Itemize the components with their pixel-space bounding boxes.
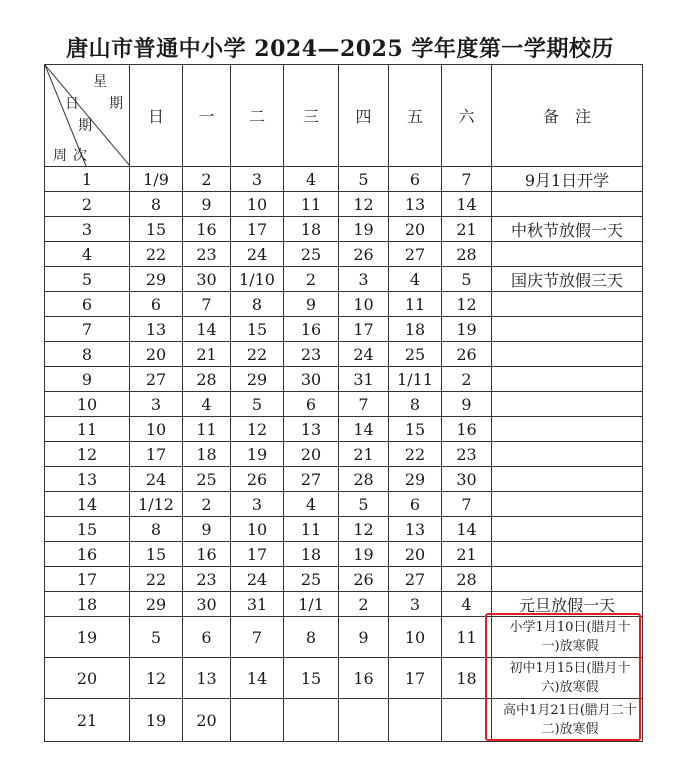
date-cell: 13 [183, 658, 231, 699]
date-cell: 10 [389, 617, 442, 658]
date-cell: 14 [183, 317, 231, 342]
corner-header-cell [45, 65, 130, 167]
date-cell: 17 [339, 317, 389, 342]
table-row [45, 492, 643, 517]
date-cell: 24 [231, 242, 284, 267]
date-cell: 26 [339, 242, 389, 267]
date-cell: 3 [231, 167, 284, 192]
date-cell: 8 [389, 392, 442, 417]
date-cell: 8 [130, 192, 183, 217]
date-cell: 15 [130, 217, 183, 242]
date-cell: 22 [130, 567, 183, 592]
date-cell: 9 [339, 617, 389, 658]
table-row [45, 467, 643, 492]
note-cell [492, 292, 643, 317]
table-row [45, 242, 643, 267]
date-cell: 28 [442, 242, 492, 267]
week-number-cell: 9 [45, 367, 130, 392]
date-cell: 7 [231, 617, 284, 658]
date-cell: 28 [339, 467, 389, 492]
note-cell [492, 317, 643, 342]
date-cell: 15 [130, 542, 183, 567]
date-cell: 21 [183, 342, 231, 367]
date-cell: 14 [442, 517, 492, 542]
corner-label-ci: 次 [73, 148, 87, 164]
note-cell: 小学1月10日(腊月十一)放寒假 [492, 617, 643, 658]
date-cell: 21 [442, 217, 492, 242]
date-cell: 20 [130, 342, 183, 367]
date-cell: 1/10 [231, 267, 284, 292]
date-cell: 12 [231, 417, 284, 442]
table-row [45, 699, 643, 742]
table-row [45, 417, 643, 442]
date-cell: 18 [284, 217, 339, 242]
week-number-cell: 14 [45, 492, 130, 517]
table-row [45, 542, 643, 567]
date-cell: 3 [389, 592, 442, 617]
date-cell: 30 [442, 467, 492, 492]
date-cell [339, 699, 389, 742]
date-cell: 23 [284, 342, 339, 367]
date-cell: 10 [231, 192, 284, 217]
date-cell: 11 [442, 617, 492, 658]
date-cell: 12 [339, 192, 389, 217]
date-cell [389, 699, 442, 742]
date-cell: 2 [284, 267, 339, 292]
date-cell: 31 [339, 367, 389, 392]
date-cell: 20 [284, 442, 339, 467]
table-row [45, 592, 643, 617]
note-cell [492, 242, 643, 267]
date-cell: 11 [183, 417, 231, 442]
date-cell: 4 [284, 167, 339, 192]
date-cell: 1/11 [389, 367, 442, 392]
date-cell: 20 [389, 217, 442, 242]
date-cell: 15 [389, 417, 442, 442]
date-cell: 25 [183, 467, 231, 492]
note-cell: 初中1月15日(腊月十六)放寒假 [492, 658, 643, 699]
date-cell: 22 [130, 242, 183, 267]
note-cell: 中秋节放假一天 [492, 217, 643, 242]
date-cell: 15 [284, 658, 339, 699]
date-cell: 3 [130, 392, 183, 417]
header-row [45, 65, 643, 167]
page-title: 唐山市普通中小学 2024—2025 学年度第一学期校历 [66, 36, 614, 62]
note-cell [492, 492, 643, 517]
note-cell [492, 442, 643, 467]
date-cell: 26 [231, 467, 284, 492]
week-number-cell: 13 [45, 467, 130, 492]
note-cell [492, 417, 643, 442]
date-cell: 19 [339, 217, 389, 242]
table-row [45, 192, 643, 217]
table-row [45, 267, 643, 292]
date-cell: 1/1 [284, 592, 339, 617]
note-cell: 元旦放假一天 [492, 592, 643, 617]
date-cell: 9 [284, 292, 339, 317]
table-row [45, 392, 643, 417]
date-cell: 25 [389, 342, 442, 367]
table-row [45, 567, 643, 592]
date-cell: 21 [339, 442, 389, 467]
date-cell: 11 [284, 192, 339, 217]
date-cell: 6 [183, 617, 231, 658]
week-number-cell: 6 [45, 292, 130, 317]
note-cell [492, 542, 643, 567]
date-cell: 16 [183, 542, 231, 567]
date-cell: 9 [183, 192, 231, 217]
date-cell: 29 [130, 267, 183, 292]
day-header-tue: 二 [231, 65, 284, 167]
date-cell: 3 [339, 267, 389, 292]
date-cell: 8 [284, 617, 339, 658]
date-cell: 29 [130, 592, 183, 617]
date-cell: 6 [130, 292, 183, 317]
note-cell [492, 517, 643, 542]
date-cell: 4 [284, 492, 339, 517]
week-number-cell: 1 [45, 167, 130, 192]
school-calendar-table [44, 64, 643, 742]
date-cell: 7 [339, 392, 389, 417]
date-cell: 16 [284, 317, 339, 342]
date-cell: 29 [389, 467, 442, 492]
date-cell: 13 [130, 317, 183, 342]
date-cell: 2 [442, 367, 492, 392]
week-number-cell: 2 [45, 192, 130, 217]
corner-label-ri: 日 [65, 96, 79, 112]
date-cell: 5 [130, 617, 183, 658]
date-cell: 27 [389, 567, 442, 592]
week-number-cell: 7 [45, 317, 130, 342]
date-cell: 22 [389, 442, 442, 467]
date-cell: 3 [231, 492, 284, 517]
week-number-cell: 19 [45, 617, 130, 658]
note-cell: 高中1月21日(腊月二十二)放寒假 [492, 699, 643, 742]
date-cell: 1/12 [130, 492, 183, 517]
date-cell: 23 [183, 567, 231, 592]
date-cell: 13 [284, 417, 339, 442]
week-number-cell: 21 [45, 699, 130, 742]
corner-label-zhou: 周 [53, 148, 67, 164]
table-row [45, 217, 643, 242]
date-cell: 12 [339, 517, 389, 542]
day-header-sat: 六 [442, 65, 492, 167]
date-cell: 15 [231, 317, 284, 342]
date-cell: 2 [183, 167, 231, 192]
date-cell: 10 [339, 292, 389, 317]
date-cell: 9 [442, 392, 492, 417]
calendar-body [45, 167, 643, 742]
date-cell: 28 [442, 567, 492, 592]
date-cell: 25 [284, 242, 339, 267]
date-cell: 23 [183, 242, 231, 267]
note-cell [492, 567, 643, 592]
note-cell: 国庆节放假三天 [492, 267, 643, 292]
date-cell: 8 [130, 517, 183, 542]
date-cell: 17 [130, 442, 183, 467]
table-row [45, 517, 643, 542]
note-cell [492, 392, 643, 417]
date-cell: 19 [339, 542, 389, 567]
table-row [45, 317, 643, 342]
date-cell: 11 [389, 292, 442, 317]
date-cell: 5 [442, 267, 492, 292]
date-cell: 11 [284, 517, 339, 542]
table-row [45, 442, 643, 467]
week-number-cell: 8 [45, 342, 130, 367]
week-number-cell: 15 [45, 517, 130, 542]
date-cell [231, 699, 284, 742]
date-cell: 17 [231, 217, 284, 242]
date-cell: 19 [442, 317, 492, 342]
date-cell: 18 [183, 442, 231, 467]
date-cell: 6 [284, 392, 339, 417]
date-cell: 27 [389, 242, 442, 267]
date-cell: 10 [130, 417, 183, 442]
date-cell: 27 [284, 467, 339, 492]
date-cell: 31 [231, 592, 284, 617]
date-cell: 14 [442, 192, 492, 217]
date-cell: 6 [389, 167, 442, 192]
date-cell: 19 [130, 699, 183, 742]
date-cell: 23 [442, 442, 492, 467]
table-row [45, 342, 643, 367]
table-row [45, 658, 643, 699]
week-number-cell: 17 [45, 567, 130, 592]
date-cell: 20 [389, 542, 442, 567]
date-cell: 16 [442, 417, 492, 442]
week-number-cell: 4 [45, 242, 130, 267]
date-cell: 14 [339, 417, 389, 442]
date-cell: 28 [183, 367, 231, 392]
week-number-cell: 18 [45, 592, 130, 617]
day-header-thu: 四 [339, 65, 389, 167]
date-cell: 7 [183, 292, 231, 317]
date-cell: 13 [389, 517, 442, 542]
date-cell: 4 [442, 592, 492, 617]
date-cell: 6 [389, 492, 442, 517]
date-cell: 24 [339, 342, 389, 367]
date-cell: 5 [231, 392, 284, 417]
day-header-wed: 三 [284, 65, 339, 167]
date-cell: 26 [339, 567, 389, 592]
date-cell: 7 [442, 492, 492, 517]
date-cell: 26 [442, 342, 492, 367]
date-cell: 19 [231, 442, 284, 467]
date-cell: 27 [130, 367, 183, 392]
date-cell: 7 [442, 167, 492, 192]
date-cell: 18 [284, 542, 339, 567]
date-cell: 10 [231, 517, 284, 542]
date-cell: 4 [389, 267, 442, 292]
date-cell: 2 [339, 592, 389, 617]
week-number-cell: 16 [45, 542, 130, 567]
note-cell [492, 367, 643, 392]
day-header-fri: 五 [389, 65, 442, 167]
date-cell: 24 [231, 567, 284, 592]
date-cell: 9 [183, 517, 231, 542]
date-cell: 4 [183, 392, 231, 417]
corner-label-qi-top: 期 [109, 96, 123, 112]
date-cell: 2 [183, 492, 231, 517]
date-cell: 25 [284, 567, 339, 592]
date-cell [284, 699, 339, 742]
note-cell [492, 192, 643, 217]
date-cell: 12 [130, 658, 183, 699]
date-cell: 8 [231, 292, 284, 317]
table-row [45, 292, 643, 317]
week-number-cell: 20 [45, 658, 130, 699]
day-header-sun: 日 [130, 65, 183, 167]
corner-label-star: 星 [93, 74, 107, 90]
date-cell: 1/9 [130, 167, 183, 192]
date-cell [442, 699, 492, 742]
date-cell: 18 [442, 658, 492, 699]
date-cell: 29 [231, 367, 284, 392]
week-number-cell: 12 [45, 442, 130, 467]
date-cell: 18 [389, 317, 442, 342]
corner-label-qi-mid: 期 [78, 118, 92, 134]
table-row [45, 617, 643, 658]
notes-header: 备 注 [492, 65, 643, 167]
day-header-mon: 一 [183, 65, 231, 167]
note-cell [492, 467, 643, 492]
week-number-cell: 3 [45, 217, 130, 242]
date-cell: 22 [231, 342, 284, 367]
date-cell: 24 [130, 467, 183, 492]
date-cell: 5 [339, 167, 389, 192]
week-number-cell: 10 [45, 392, 130, 417]
date-cell: 17 [231, 542, 284, 567]
date-cell: 30 [183, 592, 231, 617]
date-cell: 16 [339, 658, 389, 699]
date-cell: 21 [442, 542, 492, 567]
date-cell: 14 [231, 658, 284, 699]
date-cell: 30 [284, 367, 339, 392]
note-cell [492, 342, 643, 367]
date-cell: 16 [183, 217, 231, 242]
week-number-cell: 11 [45, 417, 130, 442]
table-row [45, 367, 643, 392]
table-row [45, 167, 643, 192]
date-cell: 12 [442, 292, 492, 317]
date-cell: 17 [389, 658, 442, 699]
week-number-cell: 5 [45, 267, 130, 292]
date-cell: 20 [183, 699, 231, 742]
date-cell: 13 [389, 192, 442, 217]
note-cell: 9月1日开学 [492, 167, 643, 192]
date-cell: 5 [339, 492, 389, 517]
date-cell: 30 [183, 267, 231, 292]
